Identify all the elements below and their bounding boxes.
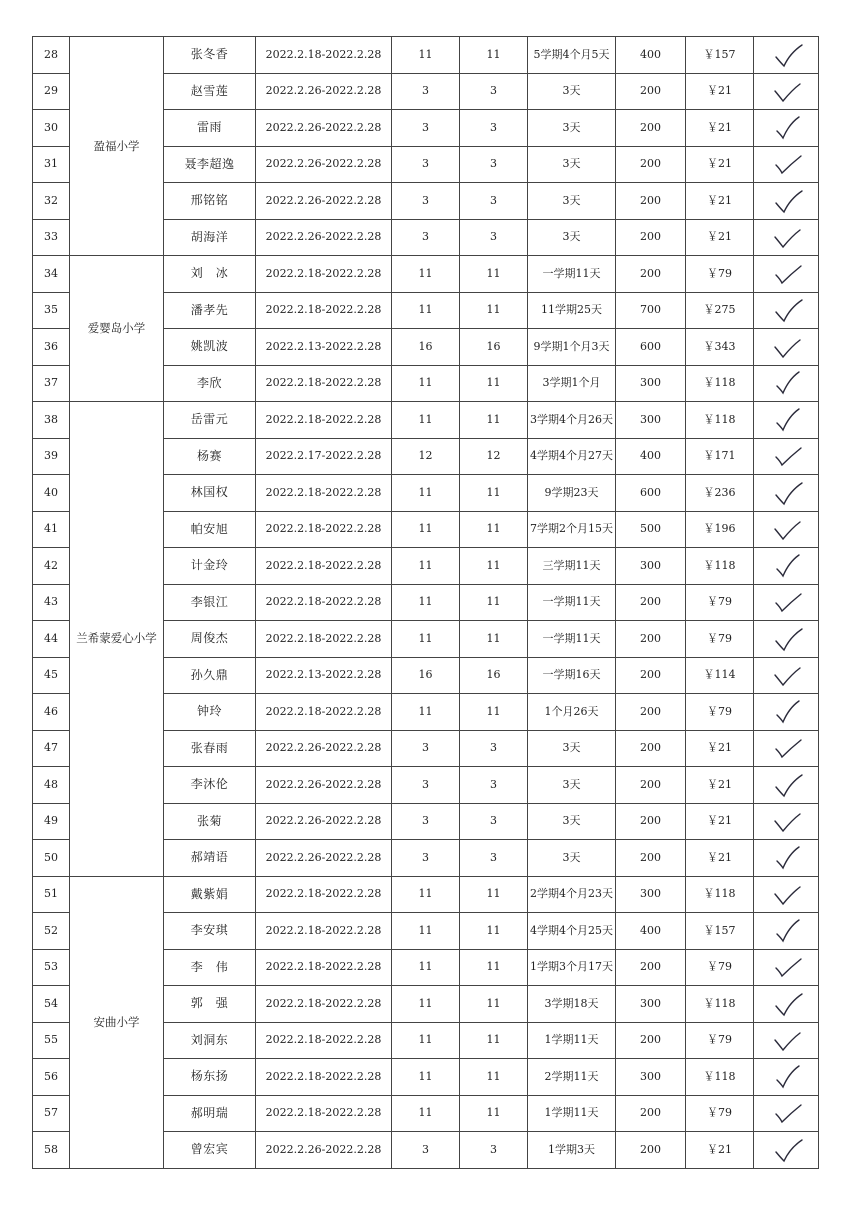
days-count: 3 (392, 1132, 460, 1169)
date-period: 2022.2.18-2022.2.28 (256, 949, 392, 986)
student-name: 雷雨 (164, 110, 256, 147)
enrollment-duration: 2学期4个月23天 (528, 876, 616, 913)
subsidy-amount: ￥21 (686, 803, 754, 840)
subsidy-amount: ￥118 (686, 548, 754, 585)
days-count: 11 (392, 584, 460, 621)
enrollment-duration: 1学期3个月17天 (528, 949, 616, 986)
subsidy-standard: 400 (616, 438, 686, 475)
days-count: 3 (392, 840, 460, 877)
days-paid: 11 (460, 1059, 528, 1096)
row-number: 38 (33, 402, 70, 439)
days-paid: 3 (460, 219, 528, 256)
days-paid: 11 (460, 256, 528, 293)
days-paid: 16 (460, 329, 528, 366)
days-count: 3 (392, 183, 460, 220)
days-count: 11 (392, 913, 460, 950)
date-period: 2022.2.26-2022.2.28 (256, 767, 392, 804)
student-name: 李欣 (164, 365, 256, 402)
subsidy-standard: 700 (616, 292, 686, 329)
subsidy-standard: 200 (616, 840, 686, 877)
check-mark-icon (754, 146, 819, 183)
enrollment-duration: 3天 (528, 73, 616, 110)
subsidy-amount: ￥21 (686, 840, 754, 877)
student-name: 计金玲 (164, 548, 256, 585)
subsidy-amount: ￥275 (686, 292, 754, 329)
row-number: 42 (33, 548, 70, 585)
row-number: 56 (33, 1059, 70, 1096)
subsidy-amount: ￥79 (686, 584, 754, 621)
check-mark-icon (754, 329, 819, 366)
student-name: 杨赛 (164, 438, 256, 475)
days-paid: 11 (460, 548, 528, 585)
days-count: 3 (392, 767, 460, 804)
check-mark-icon (754, 1059, 819, 1096)
subsidy-standard: 200 (616, 767, 686, 804)
date-period: 2022.2.18-2022.2.28 (256, 256, 392, 293)
check-mark-icon (754, 876, 819, 913)
student-name: 周俊杰 (164, 621, 256, 658)
date-period: 2022.2.18-2022.2.28 (256, 584, 392, 621)
days-count: 11 (392, 511, 460, 548)
enrollment-duration: 3天 (528, 840, 616, 877)
days-paid: 3 (460, 730, 528, 767)
days-count: 11 (392, 949, 460, 986)
subsidy-standard: 300 (616, 365, 686, 402)
table-row (33, 876, 819, 913)
subsidy-amount: ￥21 (686, 219, 754, 256)
days-count: 11 (392, 475, 460, 512)
student-name: 刘洞东 (164, 1022, 256, 1059)
days-paid: 3 (460, 183, 528, 220)
enrollment-duration: 1学期3天 (528, 1132, 616, 1169)
check-mark-icon (754, 402, 819, 439)
date-period: 2022.2.13-2022.2.28 (256, 657, 392, 694)
check-mark-icon (754, 1132, 819, 1169)
days-count: 11 (392, 621, 460, 658)
check-mark-icon (754, 438, 819, 475)
date-period: 2022.2.26-2022.2.28 (256, 219, 392, 256)
enrollment-duration: 4学期4个月25天 (528, 913, 616, 950)
check-mark-icon (754, 803, 819, 840)
subsidy-amount: ￥118 (686, 402, 754, 439)
date-period: 2022.2.18-2022.2.28 (256, 402, 392, 439)
subsidy-table (32, 36, 819, 1169)
days-paid: 3 (460, 840, 528, 877)
row-number: 31 (33, 146, 70, 183)
student-name: 钟玲 (164, 694, 256, 731)
check-mark-icon (754, 986, 819, 1023)
date-period: 2022.2.18-2022.2.28 (256, 37, 392, 74)
enrollment-duration: 5学期4个月5天 (528, 37, 616, 74)
student-name: 曾宏宾 (164, 1132, 256, 1169)
enrollment-duration: 1学期11天 (528, 1022, 616, 1059)
student-name: 帕安旭 (164, 511, 256, 548)
subsidy-standard: 200 (616, 183, 686, 220)
check-mark-icon (754, 657, 819, 694)
subsidy-amount: ￥79 (686, 1095, 754, 1132)
days-paid: 3 (460, 110, 528, 147)
student-name: 戴紫娟 (164, 876, 256, 913)
row-number: 46 (33, 694, 70, 731)
enrollment-duration: 一学期16天 (528, 657, 616, 694)
enrollment-duration: 3天 (528, 183, 616, 220)
subsidy-amount: ￥196 (686, 511, 754, 548)
days-count: 3 (392, 110, 460, 147)
enrollment-duration: 3学期1个月 (528, 365, 616, 402)
row-number: 48 (33, 767, 70, 804)
days-paid: 11 (460, 475, 528, 512)
subsidy-standard: 200 (616, 949, 686, 986)
row-number: 51 (33, 876, 70, 913)
row-number: 58 (33, 1132, 70, 1169)
days-paid: 11 (460, 511, 528, 548)
enrollment-duration: 一学期11天 (528, 621, 616, 658)
date-period: 2022.2.18-2022.2.28 (256, 1095, 392, 1132)
check-mark-icon (754, 767, 819, 804)
date-period: 2022.2.26-2022.2.28 (256, 1132, 392, 1169)
row-number: 29 (33, 73, 70, 110)
enrollment-duration: 3天 (528, 803, 616, 840)
row-number: 41 (33, 511, 70, 548)
subsidy-standard: 200 (616, 73, 686, 110)
subsidy-amount: ￥21 (686, 767, 754, 804)
row-number: 30 (33, 110, 70, 147)
date-period: 2022.2.18-2022.2.28 (256, 475, 392, 512)
date-period: 2022.2.18-2022.2.28 (256, 621, 392, 658)
subsidy-amount: ￥236 (686, 475, 754, 512)
row-number: 32 (33, 183, 70, 220)
student-name: 林国权 (164, 475, 256, 512)
subsidy-amount: ￥21 (686, 1132, 754, 1169)
days-count: 11 (392, 1059, 460, 1096)
enrollment-duration: 三学期11天 (528, 548, 616, 585)
student-name: 张冬香 (164, 37, 256, 74)
table-body (33, 37, 819, 1169)
days-paid: 3 (460, 767, 528, 804)
row-number: 37 (33, 365, 70, 402)
subsidy-standard: 200 (616, 803, 686, 840)
days-count: 3 (392, 803, 460, 840)
subsidy-standard: 200 (616, 694, 686, 731)
table-row (33, 37, 819, 74)
days-count: 11 (392, 986, 460, 1023)
row-number: 54 (33, 986, 70, 1023)
date-period: 2022.2.18-2022.2.28 (256, 1022, 392, 1059)
days-paid: 3 (460, 73, 528, 110)
row-number: 39 (33, 438, 70, 475)
days-paid: 3 (460, 803, 528, 840)
enrollment-duration: 3天 (528, 730, 616, 767)
subsidy-amount: ￥79 (686, 949, 754, 986)
check-mark-icon (754, 292, 819, 329)
subsidy-standard: 200 (616, 657, 686, 694)
date-period: 2022.2.26-2022.2.28 (256, 146, 392, 183)
days-paid: 12 (460, 438, 528, 475)
student-name: 郝明瑞 (164, 1095, 256, 1132)
days-count: 3 (392, 146, 460, 183)
subsidy-standard: 200 (616, 256, 686, 293)
days-count: 3 (392, 219, 460, 256)
school-name: 盈福小学 (70, 37, 164, 256)
subsidy-standard: 200 (616, 1095, 686, 1132)
subsidy-standard: 200 (616, 146, 686, 183)
subsidy-amount: ￥79 (686, 256, 754, 293)
student-name: 李沐伦 (164, 767, 256, 804)
subsidy-amount: ￥21 (686, 110, 754, 147)
student-name: 孙久鼎 (164, 657, 256, 694)
days-paid: 11 (460, 876, 528, 913)
days-paid: 11 (460, 949, 528, 986)
school-name: 兰希蒙爱心小学 (70, 402, 164, 877)
student-name: 姚凯波 (164, 329, 256, 366)
student-name: 潘孝先 (164, 292, 256, 329)
student-name: 李安琪 (164, 913, 256, 950)
days-paid: 11 (460, 986, 528, 1023)
subsidy-amount: ￥157 (686, 913, 754, 950)
check-mark-icon (754, 840, 819, 877)
enrollment-duration: 9学期23天 (528, 475, 616, 512)
subsidy-amount: ￥118 (686, 876, 754, 913)
days-paid: 16 (460, 657, 528, 694)
subsidy-amount: ￥114 (686, 657, 754, 694)
date-period: 2022.2.26-2022.2.28 (256, 183, 392, 220)
row-number: 47 (33, 730, 70, 767)
enrollment-duration: 4学期4个月27天 (528, 438, 616, 475)
student-name: 刘 冰 (164, 256, 256, 293)
check-mark-icon (754, 110, 819, 147)
days-count: 16 (392, 329, 460, 366)
subsidy-standard: 300 (616, 402, 686, 439)
row-number: 45 (33, 657, 70, 694)
subsidy-standard: 200 (616, 110, 686, 147)
enrollment-duration: 3天 (528, 110, 616, 147)
subsidy-standard: 200 (616, 730, 686, 767)
enrollment-duration: 2学期11天 (528, 1059, 616, 1096)
check-mark-icon (754, 37, 819, 74)
table-row (33, 402, 819, 439)
row-number: 34 (33, 256, 70, 293)
check-mark-icon (754, 365, 819, 402)
check-mark-icon (754, 219, 819, 256)
days-paid: 11 (460, 37, 528, 74)
enrollment-duration: 3天 (528, 219, 616, 256)
row-number: 35 (33, 292, 70, 329)
check-mark-icon (754, 256, 819, 293)
days-count: 3 (392, 73, 460, 110)
days-paid: 11 (460, 402, 528, 439)
check-mark-icon (754, 694, 819, 731)
date-period: 2022.2.13-2022.2.28 (256, 329, 392, 366)
subsidy-amount: ￥118 (686, 365, 754, 402)
subsidy-amount: ￥79 (686, 621, 754, 658)
row-number: 33 (33, 219, 70, 256)
row-number: 53 (33, 949, 70, 986)
row-number: 57 (33, 1095, 70, 1132)
check-mark-icon (754, 183, 819, 220)
table-row (33, 256, 819, 293)
school-name: 安曲小学 (70, 876, 164, 1168)
days-paid: 11 (460, 584, 528, 621)
days-count: 11 (392, 876, 460, 913)
subsidy-standard: 200 (616, 1022, 686, 1059)
date-period: 2022.2.26-2022.2.28 (256, 73, 392, 110)
days-paid: 11 (460, 365, 528, 402)
days-paid: 11 (460, 621, 528, 658)
student-name: 郝靖语 (164, 840, 256, 877)
subsidy-standard: 300 (616, 548, 686, 585)
student-name: 岳雷元 (164, 402, 256, 439)
row-number: 40 (33, 475, 70, 512)
row-number: 55 (33, 1022, 70, 1059)
days-paid: 11 (460, 1022, 528, 1059)
subsidy-standard: 600 (616, 475, 686, 512)
days-count: 11 (392, 292, 460, 329)
date-period: 2022.2.17-2022.2.28 (256, 438, 392, 475)
subsidy-standard: 200 (616, 621, 686, 658)
subsidy-standard: 400 (616, 37, 686, 74)
date-period: 2022.2.26-2022.2.28 (256, 840, 392, 877)
days-count: 11 (392, 1095, 460, 1132)
check-mark-icon (754, 621, 819, 658)
subsidy-standard: 200 (616, 219, 686, 256)
days-paid: 11 (460, 292, 528, 329)
days-count: 11 (392, 37, 460, 74)
date-period: 2022.2.18-2022.2.28 (256, 511, 392, 548)
subsidy-amount: ￥21 (686, 146, 754, 183)
subsidy-amount: ￥79 (686, 694, 754, 731)
days-count: 11 (392, 1022, 460, 1059)
date-period: 2022.2.18-2022.2.28 (256, 913, 392, 950)
student-name: 郭 强 (164, 986, 256, 1023)
enrollment-duration: 3天 (528, 146, 616, 183)
subsidy-standard: 200 (616, 1132, 686, 1169)
check-mark-icon (754, 73, 819, 110)
check-mark-icon (754, 949, 819, 986)
row-number: 28 (33, 37, 70, 74)
days-count: 11 (392, 256, 460, 293)
student-name: 张菊 (164, 803, 256, 840)
subsidy-amount: ￥21 (686, 73, 754, 110)
subsidy-amount: ￥79 (686, 1022, 754, 1059)
check-mark-icon (754, 584, 819, 621)
date-period: 2022.2.26-2022.2.28 (256, 730, 392, 767)
enrollment-duration: 11学期25天 (528, 292, 616, 329)
date-period: 2022.2.18-2022.2.28 (256, 1059, 392, 1096)
date-period: 2022.2.26-2022.2.28 (256, 803, 392, 840)
enrollment-duration: 7学期2个月15天 (528, 511, 616, 548)
enrollment-duration: 3学期4个月26天 (528, 402, 616, 439)
student-name: 赵雪莲 (164, 73, 256, 110)
check-mark-icon (754, 913, 819, 950)
row-number: 43 (33, 584, 70, 621)
enrollment-duration: 3天 (528, 767, 616, 804)
date-period: 2022.2.18-2022.2.28 (256, 986, 392, 1023)
check-mark-icon (754, 1022, 819, 1059)
subsidy-amount: ￥343 (686, 329, 754, 366)
check-mark-icon (754, 548, 819, 585)
check-mark-icon (754, 730, 819, 767)
row-number: 50 (33, 840, 70, 877)
student-name: 李 伟 (164, 949, 256, 986)
subsidy-amount: ￥118 (686, 986, 754, 1023)
subsidy-amount: ￥21 (686, 730, 754, 767)
date-period: 2022.2.26-2022.2.28 (256, 110, 392, 147)
enrollment-duration: 3学期18天 (528, 986, 616, 1023)
row-number: 49 (33, 803, 70, 840)
enrollment-duration: 一学期11天 (528, 584, 616, 621)
days-count: 3 (392, 730, 460, 767)
student-name: 张春雨 (164, 730, 256, 767)
date-period: 2022.2.18-2022.2.28 (256, 548, 392, 585)
subsidy-standard: 300 (616, 876, 686, 913)
check-mark-icon (754, 511, 819, 548)
date-period: 2022.2.18-2022.2.28 (256, 365, 392, 402)
days-paid: 3 (460, 1132, 528, 1169)
subsidy-amount: ￥21 (686, 183, 754, 220)
school-name: 爱婴岛小学 (70, 256, 164, 402)
subsidy-standard: 500 (616, 511, 686, 548)
check-mark-icon (754, 475, 819, 512)
subsidy-amount: ￥118 (686, 1059, 754, 1096)
days-count: 11 (392, 365, 460, 402)
days-count: 11 (392, 694, 460, 731)
date-period: 2022.2.18-2022.2.28 (256, 694, 392, 731)
date-period: 2022.2.18-2022.2.28 (256, 292, 392, 329)
date-period: 2022.2.18-2022.2.28 (256, 876, 392, 913)
subsidy-standard: 300 (616, 986, 686, 1023)
subsidy-standard: 400 (616, 913, 686, 950)
row-number: 52 (33, 913, 70, 950)
row-number: 44 (33, 621, 70, 658)
subsidy-amount: ￥157 (686, 37, 754, 74)
days-paid: 11 (460, 694, 528, 731)
enrollment-duration: 9学期1个月3天 (528, 329, 616, 366)
days-paid: 11 (460, 913, 528, 950)
student-name: 杨东扬 (164, 1059, 256, 1096)
student-name: 胡海洋 (164, 219, 256, 256)
student-name: 李银江 (164, 584, 256, 621)
subsidy-standard: 600 (616, 329, 686, 366)
days-count: 11 (392, 548, 460, 585)
subsidy-amount: ￥171 (686, 438, 754, 475)
student-name: 邢铭铭 (164, 183, 256, 220)
days-count: 16 (392, 657, 460, 694)
enrollment-duration: 1学期11天 (528, 1095, 616, 1132)
enrollment-duration: 一学期11天 (528, 256, 616, 293)
days-count: 11 (392, 402, 460, 439)
check-mark-icon (754, 1095, 819, 1132)
enrollment-duration: 1个月26天 (528, 694, 616, 731)
days-paid: 3 (460, 146, 528, 183)
days-count: 12 (392, 438, 460, 475)
row-number: 36 (33, 329, 70, 366)
student-name: 聂李超逸 (164, 146, 256, 183)
subsidy-standard: 300 (616, 1059, 686, 1096)
subsidy-standard: 200 (616, 584, 686, 621)
days-paid: 11 (460, 1095, 528, 1132)
